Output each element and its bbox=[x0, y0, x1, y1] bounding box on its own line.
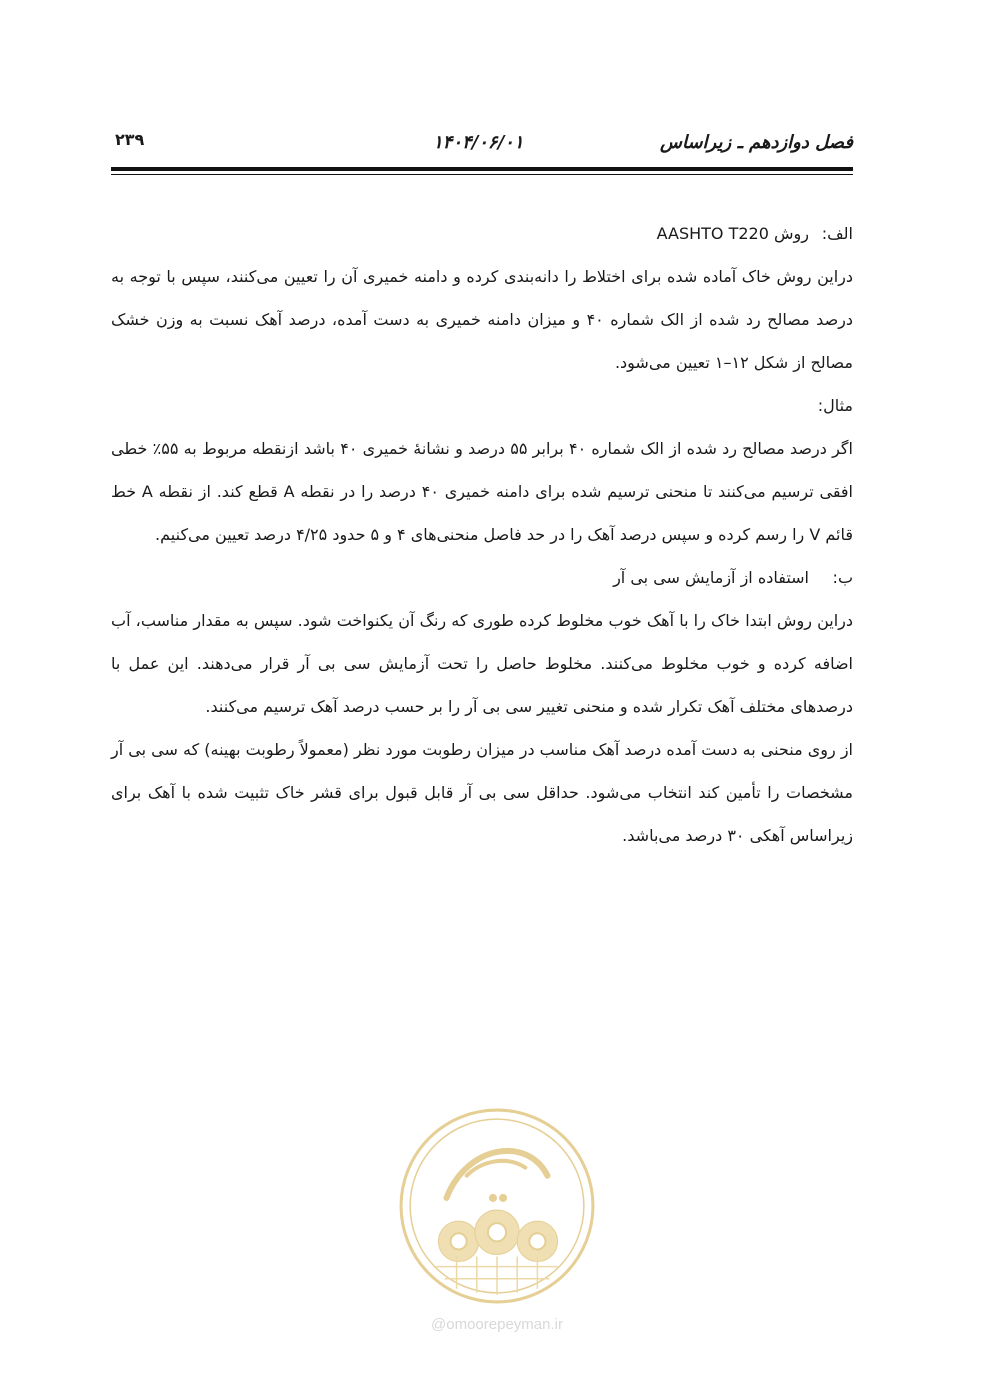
section-b-paragraph-1: دراین روش ابتدا خاک را با آهک خوب مخلوط کرده طوری که رنگ آن یکنواخت شود. سپس به مقدار مناسب، آب اضافه کرده و خوب مخلوط می‌کنند. مخلوط حاصل را تحت آزمایش سی بی آر قرار می‌دهند. این عمل با درصدهای مختلف آهک تکرار شده و منحنی تغییر سی بی آر را بر حسب درصد آهک ترسیم می‌کنند. bbox=[111, 611, 853, 716]
chapter-title: فصل دوازدهم ـ زیراساس bbox=[660, 132, 853, 153]
header-date: ۱۴۰۴/۰۶/۰۱ bbox=[433, 132, 524, 153]
example-paragraph: اگر درصد مصالح رد شده از الک شماره ۴۰ برابر ۵۵ درصد و نشانهٔ خمیری ۴۰ باشد ازنقطه مربوط به ۵۵٪ خطی افقی ترسیم می‌کنند تا منحنی ترسیم شده برای دامنه خمیری ۴۰ درصد را در نقطه A قطع کند. از نقطه A خط قائم V را رسم کرده و سپس درصد آهک را در حد فاصل منحنی‌های ۴ و ۵ حدود ۴/۲۵ درصد تعیین می‌کنیم. bbox=[111, 439, 854, 544]
watermark-logo bbox=[396, 1105, 598, 1307]
section-a-heading bbox=[111, 212, 853, 255]
section-b-heading bbox=[111, 556, 853, 599]
watermark-handle: @omoorepeyman.ir bbox=[431, 1316, 563, 1333]
section-b-paragraph-2: از روی منحنی به دست آمده درصد آهک مناسب در میزان رطوبت مورد نظر (معمولاً رطوبت بهینه) که سی بی آر مشخصات را تأمین کند انتخاب می‌شود. حداقل سی بی آر قابل قبول برای قشر خاک تثبیت شده با آهک برای زیراساس آهکی ۳۰ درصد می‌باشد. bbox=[111, 740, 853, 845]
section-a-title: روش AASHTO T220 bbox=[656, 224, 809, 243]
section-a-paragraph: دراین روش خاک آماده شده برای اختلاط را دانه‌بندی کرده و دامنه خمیری آن را تعیین می‌کنند، سپس با توجه به درصد مصالح رد شده از الک شماره ۴۰ و میزان دامنه خمیری به دست آمده، درصد آهک نسبت به وزن خشک مصالح از شکل ۱۲–۱ تعیین می‌شود. bbox=[111, 267, 854, 372]
page-body bbox=[111, 212, 853, 857]
section-b-title: استفاده از آزمایش سی بی آر bbox=[613, 568, 809, 587]
header-rule-thin bbox=[111, 174, 853, 175]
page-header bbox=[111, 128, 853, 158]
header-rule-thick bbox=[111, 167, 853, 171]
example-label: مثال: bbox=[817, 396, 853, 415]
section-b-letter: ب: bbox=[832, 568, 853, 587]
page-number: ۲۳۹ bbox=[115, 130, 145, 149]
section-a-letter: الف: bbox=[821, 224, 853, 243]
